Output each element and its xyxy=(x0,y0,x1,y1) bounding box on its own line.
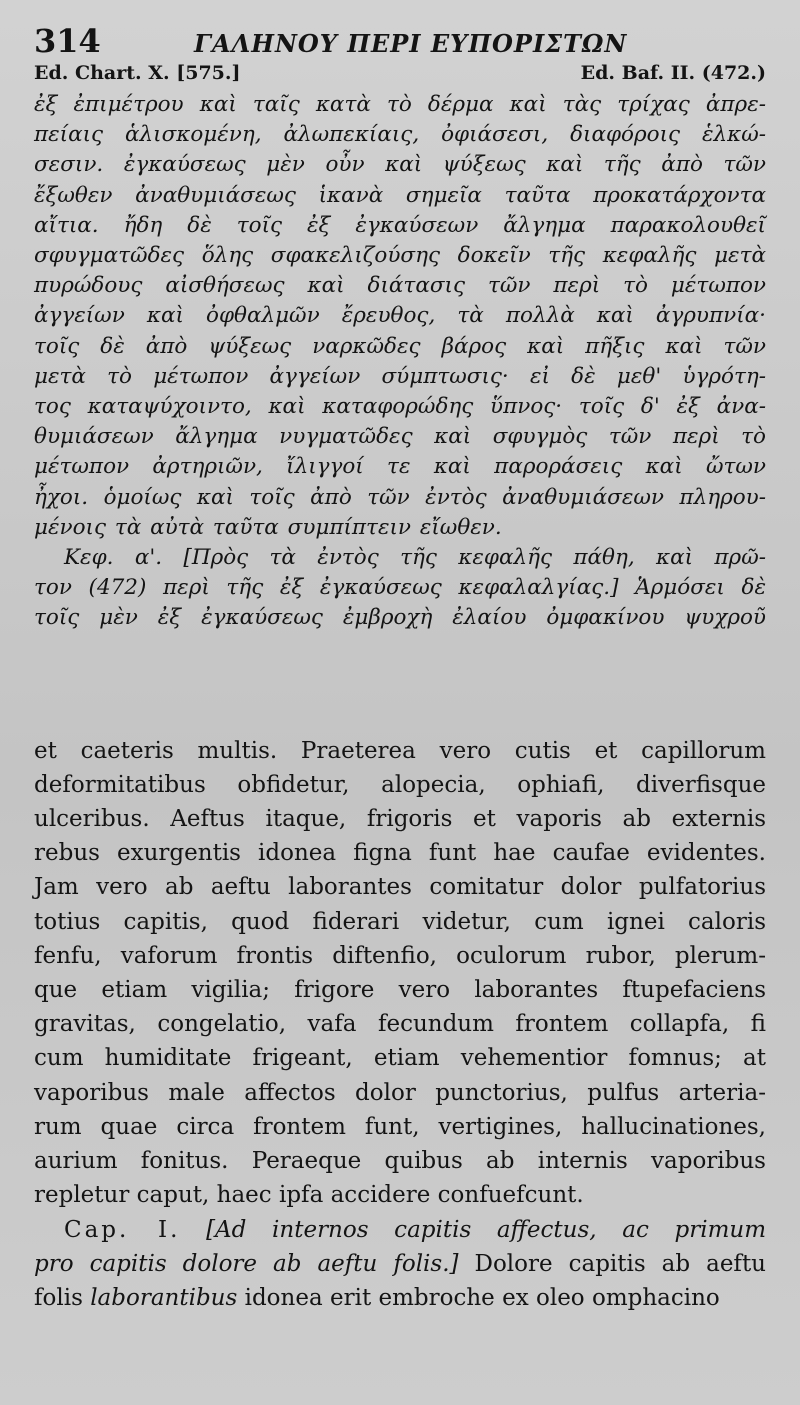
greek-line: τος καταψύχοιντο, καὶ καταφορώδης ὕπνος· τοῖς δ' ἐξ ἀνα- xyxy=(34,394,766,420)
greek-line: ἐξ ἐπιμέτρου καὶ ταῖς κατὰ τὸ δέρμα καὶ τὰς τρίχας ἀπρε- xyxy=(34,92,766,117)
chapter-title-continued: pro capitis dolore ab aeftu folis.] xyxy=(34,1250,459,1277)
greek-line: Κεφ. α'. [Πρὸς τὰ ἐντὸς τῆς κεφαλῆς πάθη, καὶ πρῶ- xyxy=(64,545,766,571)
chapter-title: [Ad internos capitis affectus, ac primum xyxy=(206,1216,767,1243)
latin-text-block xyxy=(34,734,766,1315)
latin-paragraph-1 xyxy=(34,734,766,1213)
edition-basel-reference: Ed. Baf. II. (472.) xyxy=(580,62,766,84)
latin-line: rum quae circa frontem funt, vertigines, hallucinationes, xyxy=(34,1113,766,1140)
greek-line: ἦχοι. ὁμοίως καὶ τοῖς ἀπὸ τῶν ἐντὸς ἀναθυμιάσεων πληρου- xyxy=(34,484,766,510)
greek-paragraph-2 xyxy=(34,543,766,634)
latin-line: cum humiditate frigeant, etiam vehementior fomnus; at xyxy=(34,1045,766,1072)
page-number: 314 xyxy=(34,22,101,60)
latin-line: que etiam vigilia; frigore vero laborantes ftupefaciens xyxy=(34,977,766,1004)
greek-line: πυρώδους αἰσθήσεως καὶ διάτασις τῶν περὶ τὸ μέτωπον xyxy=(34,273,766,299)
greek-line: μέτωπον ἀρτηριῶν, ἴλιγγοί τε καὶ παροράσεις καὶ ὤτων xyxy=(34,454,766,480)
greek-line: σεσιν. ἐγκαύσεως μὲν οὖν καὶ ψύξεως καὶ τῆς ἀπὸ τῶν xyxy=(34,152,766,178)
greek-line: ἀγγείων καὶ ὀφθαλμῶν ἔρευθος, τὰ πολλὰ καὶ ἀγρυπνία· xyxy=(34,303,766,329)
greek-paragraph-1 xyxy=(34,90,766,543)
greek-line: σφυγματῶδες ὅλης σφακελιζούσης δοκεῖν τῆς κεφαλῆς μετὰ xyxy=(34,243,766,269)
latin-line: fenfu, vaforum frontis diftenfio, oculorum rubor, plerum- xyxy=(34,942,766,969)
greek-line: μένοις τὰ αὐτὰ ταῦτα συμπίπτειν εἴωθεν. xyxy=(34,514,502,540)
page-header xyxy=(34,22,766,62)
greek-line: πείαις ἁλισκομένη, ἀλωπεκίαις, ὀφιάσεσι, διαφόροις ἑλκώ- xyxy=(34,122,766,148)
latin-emphasis: laborantibus xyxy=(90,1284,238,1311)
running-title: ΓΑΛΗΝΟΥ ΠΕΡΙ ΕΥΠΟΡΙΣΤΩΝ xyxy=(194,29,628,58)
latin-line: aurium fonitus. Peraeque quibus ab internis vaporibus xyxy=(34,1148,766,1175)
latin-line: deformitatibus obfidetur, alopecia, ophiafi, diverfisque xyxy=(34,771,766,798)
latin-paragraph-2 xyxy=(34,1213,766,1316)
edition-references xyxy=(34,62,766,90)
latin-text: idonea erit embroche ex oleo omphacino xyxy=(237,1284,720,1311)
latin-text: folis xyxy=(34,1284,91,1311)
greek-line: τον (472) περὶ τῆς ἐξ ἐγκαύσεως κεφαλαλγίας.] Ἁρμόσει δὲ xyxy=(34,575,766,601)
greek-line: θυμιάσεων ἄλγημα νυγματῶδες καὶ σφυγμὸς τῶν περὶ τὸ xyxy=(34,424,766,450)
latin-line xyxy=(34,1213,766,1247)
chapter-label: Cap. I. xyxy=(64,1216,181,1243)
latin-line xyxy=(34,1247,766,1281)
column-gap xyxy=(34,634,766,734)
latin-line: repletur caput, haec ipfa accidere confuefcunt. xyxy=(34,1182,584,1209)
greek-line: τοῖς δὲ ἀπὸ ψύξεως ναρκῶδες βάρος καὶ πῆξις καὶ τῶν xyxy=(34,333,766,359)
greek-text-block xyxy=(34,90,766,634)
latin-line: rebus exurgentis idonea figna funt hae caufae evidentes. xyxy=(34,840,766,867)
greek-line: ἔξωθεν ἀναθυμιάσεως ἱκανὰ σημεῖα ταῦτα προκατάρχοντα xyxy=(34,182,766,208)
greek-line: τοῖς μὲν ἐξ ἐγκαύσεως ἐμβροχὴ ἐλαίου ὀμφακίνου ψυχροῦ xyxy=(34,605,766,631)
latin-line: gravitas, congelatio, vafa fecundum frontem collapfa, fi xyxy=(34,1011,766,1038)
latin-line xyxy=(34,1281,766,1315)
edition-chart-reference: Ed. Chart. X. [575.] xyxy=(34,62,241,84)
latin-line: totius capitis, quod fiderari videtur, cum ignei caloris xyxy=(34,908,766,935)
latin-line: vaporibus male affectos dolor punctorius, pulfus arteria- xyxy=(34,1079,766,1106)
greek-line: μετὰ τὸ μέτωπον ἀγγείων σύμπτωσις· εἰ δὲ μεθ' ὑγρότη- xyxy=(34,363,766,389)
latin-text: Dolore capitis ab aeftu xyxy=(458,1250,766,1277)
latin-line: ulceribus. Aeftus itaque, frigoris et vaporis ab externis xyxy=(34,806,766,833)
greek-line: αἴτια. ἤδη δὲ τοῖς ἐξ ἐγκαύσεων ἄλγημα παρακολουθεῖ xyxy=(34,212,766,238)
latin-line: Jam vero ab aeftu laborantes comitatur dolor pulfatorius xyxy=(34,874,766,901)
latin-line: et caeteris multis. Praeterea vero cutis et capillorum xyxy=(34,737,766,764)
